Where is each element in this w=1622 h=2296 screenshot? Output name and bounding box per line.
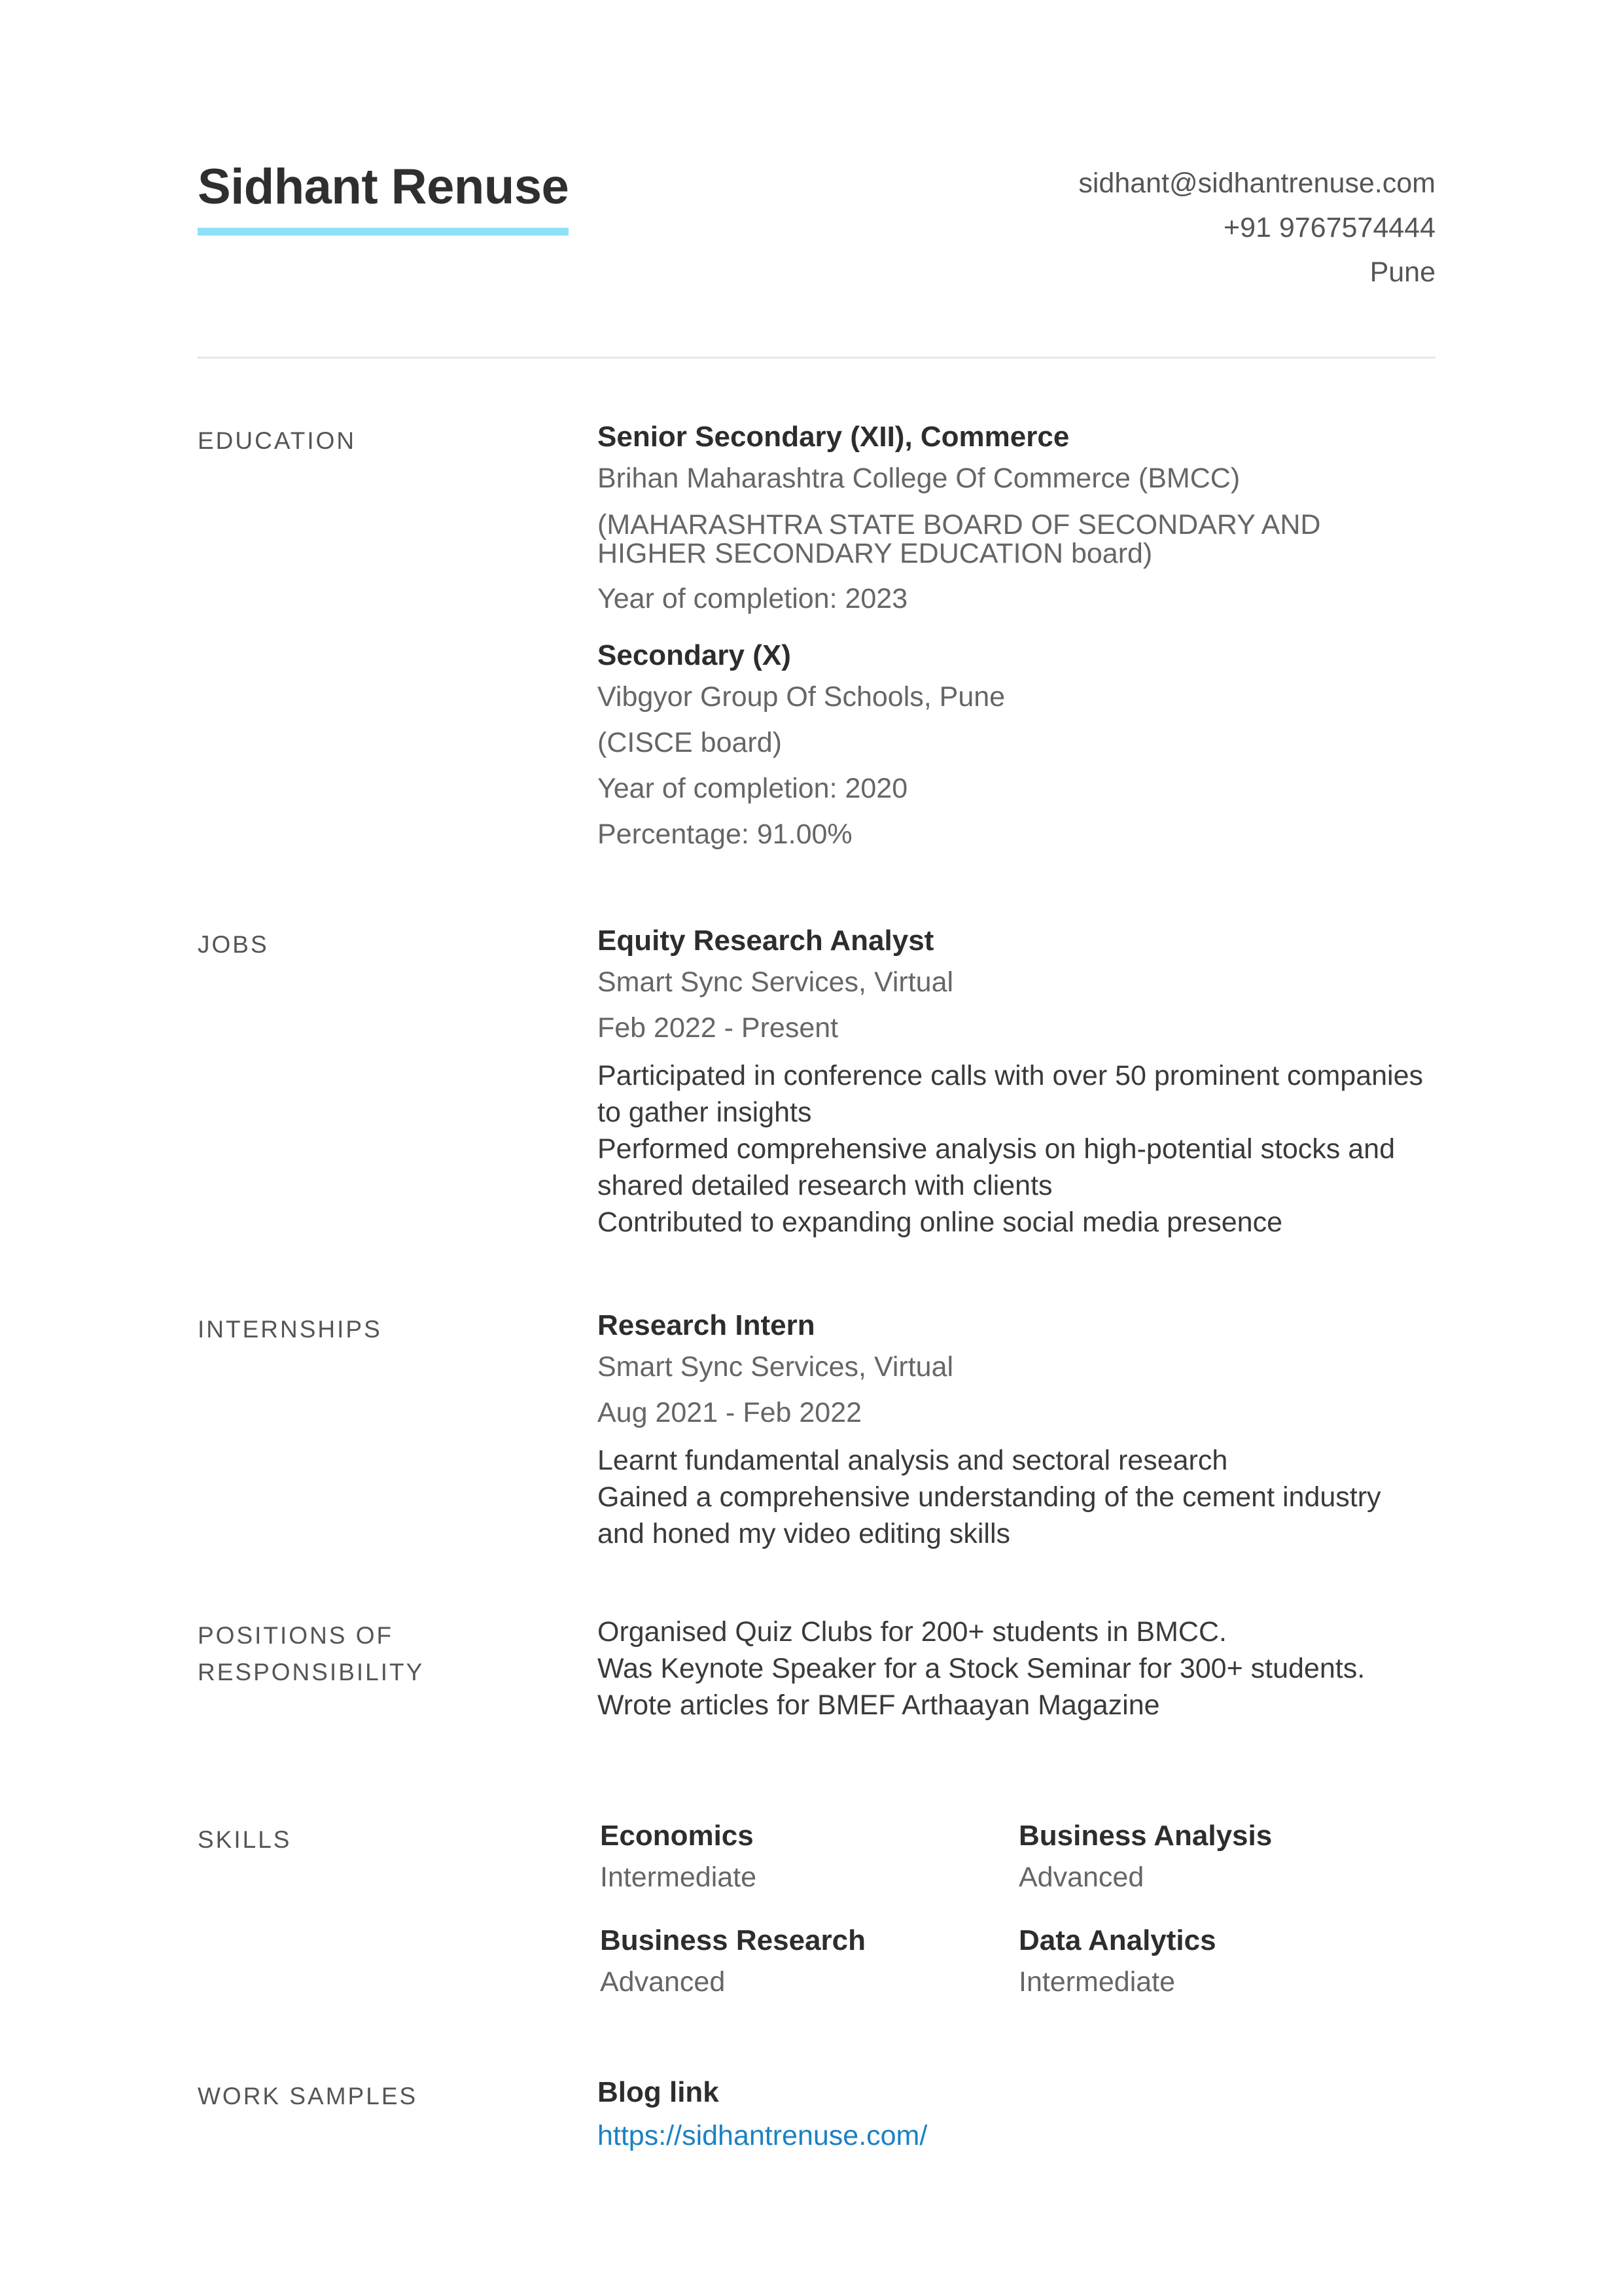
skill-item bbox=[600, 1818, 1019, 1900]
skill-name: Economics bbox=[600, 1820, 754, 1852]
section-label-line: RESPONSIBILITY bbox=[198, 1659, 425, 1686]
section-label-internships: INTERNSHIPS bbox=[198, 1316, 382, 1343]
candidate-name: Sidhant Renuse bbox=[198, 162, 569, 236]
skill-name: Business Analysis bbox=[1019, 1820, 1273, 1852]
header-divider bbox=[198, 357, 1436, 359]
work-sample-title: Blog link bbox=[597, 2076, 719, 2108]
position-point: Organised Quiz Clubs for 200+ students in BMCC. bbox=[597, 1616, 1227, 1648]
skill-level: Advanced bbox=[1019, 1862, 1144, 1893]
education-percentage: Percentage: 91.00% bbox=[597, 819, 853, 850]
job-point: Contributed to expanding online social media presence bbox=[597, 1207, 1283, 1238]
contact-block bbox=[1078, 161, 1436, 294]
internship-point: Learnt fundamental analysis and sectoral research bbox=[597, 1445, 1228, 1476]
education-body bbox=[597, 419, 1436, 857]
section-label-education: EDUCATION bbox=[198, 427, 357, 454]
internship-description bbox=[597, 1442, 1436, 1552]
education-school: Vibgyor Group Of Schools, Pune bbox=[597, 681, 1006, 713]
education-board: (CISCE board) bbox=[597, 727, 782, 758]
contact-email[interactable]: sidhant@sidhantrenuse.com bbox=[1078, 168, 1436, 199]
education-entry bbox=[597, 419, 1436, 622]
job-point: Performed comprehensive analysis on high-potential stocks and shared detailed research with clients bbox=[597, 1133, 1395, 1201]
skill-name: Data Analytics bbox=[1019, 1924, 1216, 1956]
positions-description bbox=[597, 1614, 1436, 1723]
skill-level: Intermediate bbox=[1019, 1966, 1176, 1998]
job-point: Participated in conference calls with over 50 prominent companies to gather insights bbox=[597, 1060, 1423, 1128]
skill-level: Advanced bbox=[600, 1966, 726, 1998]
contact-phone[interactable]: +91 9767574444 bbox=[1223, 212, 1436, 243]
job-title: Equity Research Analyst bbox=[597, 925, 934, 957]
skills-body bbox=[597, 1818, 1436, 2005]
internship-company: Smart Sync Services, Virtual bbox=[597, 1351, 954, 1383]
job-description bbox=[597, 1057, 1436, 1241]
internship-point: Gained a comprehensive understanding of the cement industry and honed my video editing skills bbox=[597, 1481, 1381, 1549]
blog-link[interactable]: https://sidhantrenuse.com/ bbox=[597, 2120, 928, 2151]
internships-body bbox=[597, 1307, 1436, 1552]
skill-item bbox=[1019, 1818, 1437, 1900]
section-label-jobs: JOBS bbox=[198, 931, 269, 958]
contact-location: Pune bbox=[1369, 256, 1436, 288]
education-title: Senior Secondary (XII), Commerce bbox=[597, 421, 1070, 453]
skill-item bbox=[1019, 1922, 1437, 2005]
job-company: Smart Sync Services, Virtual bbox=[597, 966, 954, 998]
section-label-work-samples: WORK SAMPLES bbox=[198, 2083, 418, 2110]
skill-level: Intermediate bbox=[600, 1862, 757, 1893]
job-dates: Feb 2022 - Present bbox=[597, 1012, 839, 1044]
skill-item bbox=[600, 1922, 1019, 2005]
position-point: Was Keynote Speaker for a Stock Seminar for 300+ students. bbox=[597, 1653, 1366, 1684]
section-label-positions bbox=[198, 1617, 538, 1691]
education-title: Secondary (X) bbox=[597, 639, 791, 671]
education-year: Year of completion: 2023 bbox=[597, 583, 908, 614]
skills-grid bbox=[600, 1818, 1436, 2005]
jobs-body bbox=[597, 923, 1436, 1241]
internship-title: Research Intern bbox=[597, 1309, 815, 1341]
education-school: Brihan Maharashtra College Of Commerce (BMCC) bbox=[597, 463, 1241, 494]
positions-body bbox=[597, 1614, 1436, 1723]
education-board: (MAHARASHTRA STATE BOARD OF SECONDARY AND HIGHER SECONDARY EDUCATION board) bbox=[597, 509, 1321, 569]
section-label-line: POSITIONS OF bbox=[198, 1622, 394, 1649]
name-block bbox=[198, 159, 569, 236]
internship-dates: Aug 2021 - Feb 2022 bbox=[597, 1397, 862, 1428]
work-samples-body bbox=[597, 2074, 1436, 2161]
position-point: Wrote articles for BMEF Arthaayan Magazine bbox=[597, 1689, 1160, 1721]
education-year: Year of completion: 2020 bbox=[597, 773, 908, 804]
skill-name: Business Research bbox=[600, 1924, 866, 1956]
education-entry bbox=[597, 637, 1436, 857]
section-label-skills: SKILLS bbox=[198, 1826, 292, 1853]
